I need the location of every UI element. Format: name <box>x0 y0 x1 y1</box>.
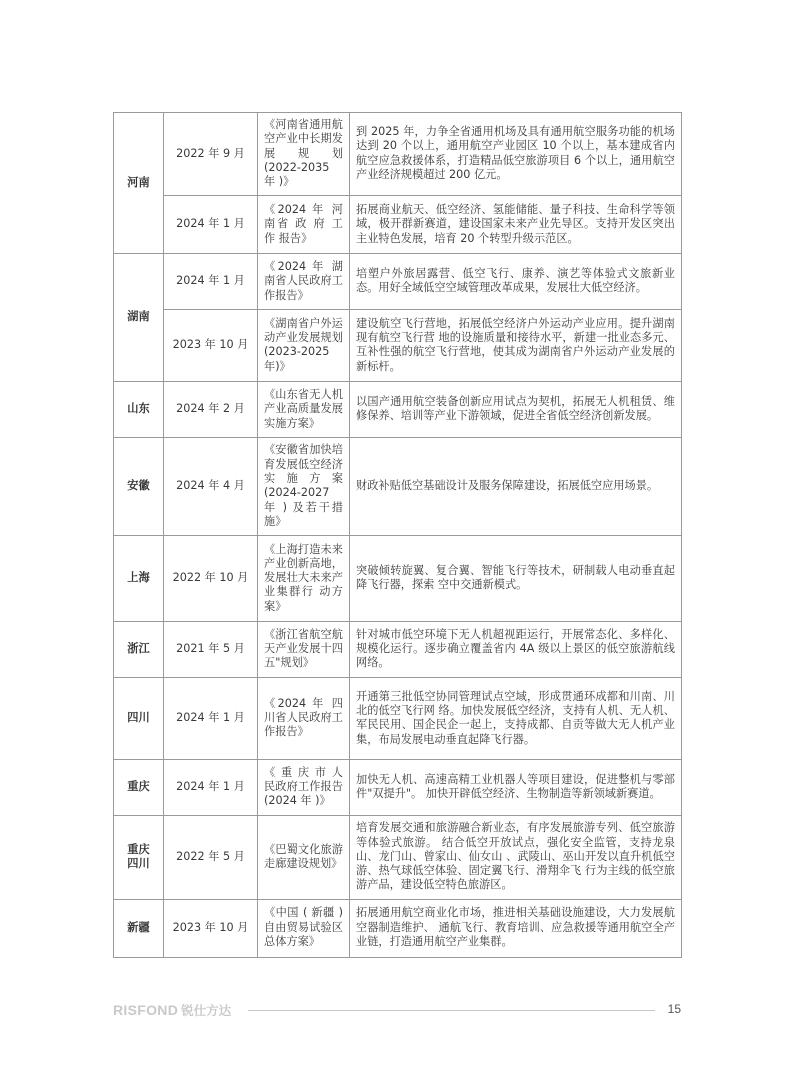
description-cell: 拓展商业航天、低空经济、氢能储能、量子科技、生命科学等领域，极开群新赛道，建设国家未来产业先导区。支持开发区突出主业特色发展，培育 20 个转型升级示范区。 <box>350 196 682 254</box>
date-cell: 2024 年 1 月 <box>164 254 258 310</box>
table-row <box>114 254 682 310</box>
description-cell: 加快无人机、高速高精工业机器人等项目建设，促进整机与零部件"双提升"。 加快开辟低空经济、生物制造等新领域新赛道。 <box>350 760 682 816</box>
description-cell: 到 2025 年，力争全省通用机场及具有通用航空服务功能的机场达到 20 个以上，通用航空产业园区 10 个以上，基本建成省内航空应急救援体系，打造精品低空旅游项目 6 个以上，通用航空产业经济规模超过 200 亿元。 <box>350 113 682 196</box>
province-cell: 河南 <box>114 113 164 254</box>
document-cell: 《湖南省户外运动产业发展规划 (2023-2025年)》 <box>258 310 350 382</box>
document-cell: 《2024 年 湖 南省人民政府工作报告》 <box>258 254 350 310</box>
description-cell: 拓展通用航空商业化市场，推进相关基础设施建设，大力发展航空器制造维护、 通航飞行、教育培训、应急救援等通用航空全产业链，打造通用航空产业集群。 <box>350 899 682 957</box>
brand-logo <box>113 1001 231 1019</box>
date-cell: 2022 年 9 月 <box>164 113 258 196</box>
page-number: 15 <box>667 1002 681 1016</box>
table-row <box>114 196 682 254</box>
brand-logo-en: RISFOND <box>113 1002 179 1018</box>
date-cell: 2022 年 10 月 <box>164 536 258 622</box>
description-cell: 培育发展交通和旅游融合新业态，有序发展旅游专列、低空旅游等体验式旅游。 结合低空开放试点，强化安全监管，支持龙泉山、龙门山、曾家山、仙女山 、武陵山、巫山开发以直升机低空游、热气球低空体验、固定翼飞行、滑翔伞飞 行为主线的低空旅游产品，建设低空特色旅游区。 <box>350 816 682 899</box>
province-cell: 上海 <box>114 536 164 622</box>
document-cell: 《中国 ( 新疆 ) 自由贸易试验区总体方案》 <box>258 899 350 957</box>
date-cell: 2024 年 1 月 <box>164 678 258 760</box>
document-cell: 《2024 年 河 南省 政 府 工 作 报告》 <box>258 196 350 254</box>
province-cell: 湖南 <box>114 254 164 382</box>
document-cell: 《河南省通用航空产业中长期发展 规 划 (2022-2035 年 )》 <box>258 113 350 196</box>
description-cell: 建设航空飞行营地，拓展低空经济户外运动产业应用。提升湖南现有航空飞行营 地的设施质量和接待水平，新建一批业态多元、互补性强的航空飞行营地，使其成为湖南省户外运动产业发展的新标杆。 <box>350 310 682 382</box>
table-row <box>114 310 682 382</box>
brand-logo-cn: 锐仕方达 <box>181 1003 232 1018</box>
province-cell: 重庆 <box>114 760 164 816</box>
document-cell: 《2024 年 四 川省人民政府工作报告》 <box>258 678 350 760</box>
document-cell: 《山东省无人机产业高质量发展实施方案》 <box>258 382 350 438</box>
province-cell: 四川 <box>114 678 164 760</box>
province-cell: 重庆 四川 <box>114 816 164 899</box>
description-cell: 财政补贴低空基础设计及服务保障建设，拓展低空应用场景。 <box>350 438 682 536</box>
page-footer <box>113 1001 681 1021</box>
date-cell: 2024 年 1 月 <box>164 760 258 816</box>
date-cell: 2022 年 5 月 <box>164 816 258 899</box>
document-cell: 《巴蜀文化旅游走廊建设规划》 <box>258 816 350 899</box>
province-cell: 山东 <box>114 382 164 438</box>
table-row <box>114 438 682 536</box>
province-cell: 安徽 <box>114 438 164 536</box>
description-cell: 培塑户外旅居露营、低空飞行、康养、演艺等体验式文旅新业态。用好全域低空空域管理改革成果，发展壮大低空经济。 <box>350 254 682 310</box>
table-row <box>114 899 682 957</box>
document-cell: 《 重 庆 市 人 民政府工作报告(2024 年 )》 <box>258 760 350 816</box>
table-row <box>114 816 682 899</box>
table-row <box>114 678 682 760</box>
table-row <box>114 382 682 438</box>
date-cell: 2024 年 4 月 <box>164 438 258 536</box>
footer-divider <box>248 1010 655 1011</box>
policy-table <box>113 112 682 958</box>
document-cell: 《安徽省加快培育发展低空经济实施方案 (2024-2027 年 ) 及若干措施》 <box>258 438 350 536</box>
description-cell: 开通第三批低空协同管理试点空域，形成贯通环成都和川南、川北的低空飞行网 络。加快发展低空经济，支持有人机、无人机、军民民用、国企民企一起上，支持成都、自贡等做大无人机产业集，布局发展电动垂直起降飞行器。 <box>350 678 682 760</box>
description-cell: 以国产通用航空装备创新应用试点为契机，拓展无人机租赁、维修保养、培训等产业下游领域，促进全省低空经济创新发展。 <box>350 382 682 438</box>
date-cell: 2023 年 10 月 <box>164 899 258 957</box>
document-cell: 《浙江省航空航天产业发展十四五"规划》 <box>258 622 350 678</box>
table-row <box>114 760 682 816</box>
description-cell: 针对城市低空环境下无人机超视距运行，开展常态化、多样化、规模化运行。逐步确立覆盖省内 4A 级以上景区的低空旅游航线网络。 <box>350 622 682 678</box>
table-row <box>114 622 682 678</box>
table-row <box>114 113 682 196</box>
description-cell: 突破倾转旋翼、复合翼、智能飞行等技术，研制载人电动垂直起降飞行器，探索 空中交通新模式。 <box>350 536 682 622</box>
province-cell: 新疆 <box>114 899 164 957</box>
date-cell: 2021 年 5 月 <box>164 622 258 678</box>
table-row <box>114 536 682 622</box>
date-cell: 2024 年 1 月 <box>164 196 258 254</box>
province-cell: 浙江 <box>114 622 164 678</box>
date-cell: 2023 年 10 月 <box>164 310 258 382</box>
document-cell: 《上海打造未来产业创新高地，发展壮大未来产业集群行 动方案》 <box>258 536 350 622</box>
date-cell: 2024 年 2 月 <box>164 382 258 438</box>
